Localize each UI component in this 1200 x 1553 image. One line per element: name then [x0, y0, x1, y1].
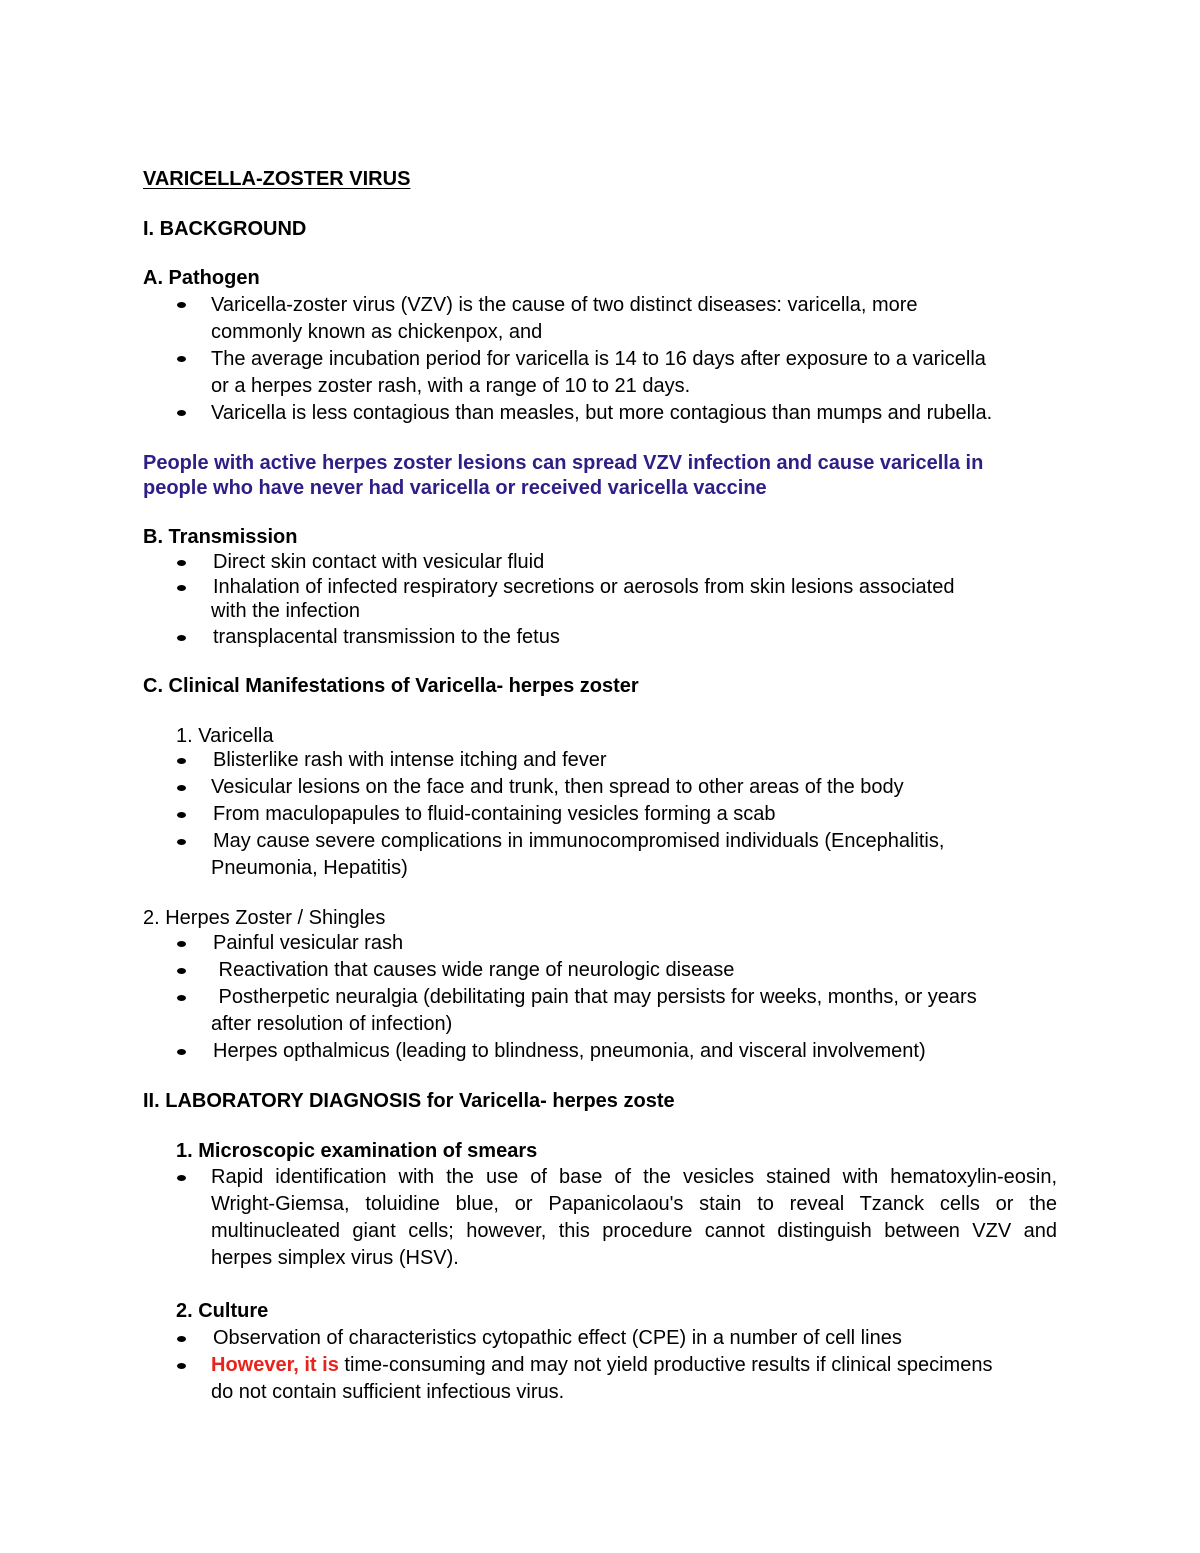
- section-heading-background: I. BACKGROUND: [143, 218, 307, 240]
- varicella-item-3: From maculopapules to fluid-containing vesicles forming a scab: [213, 803, 776, 825]
- microscopy-line-2: Wright-Giemsa, toluidine blue, or Papanicolaou's stain to reveal Tzanck cells or the: [211, 1193, 1057, 1215]
- bullet-icon: [177, 302, 186, 308]
- bullet-icon: [177, 968, 186, 974]
- lab-microscopy-heading: 1. Microscopic examination of smears: [176, 1140, 538, 1162]
- transmission-item-1: Direct skin contact with vesicular fluid: [213, 551, 545, 573]
- bullet-icon: [177, 1336, 186, 1342]
- bullet-icon: [177, 585, 186, 591]
- microscopy-line-1: Rapid identification with the use of base of the vesicles stained with hematoxylin-eosin,: [211, 1166, 1057, 1188]
- varicella-item-2: Vesicular lesions on the face and trunk, then spread to other areas of the body: [211, 776, 904, 798]
- shingles-item-1: Painful vesicular rash: [213, 932, 404, 954]
- bullet-icon: [177, 356, 186, 362]
- shingles-item-2: Reactivation that causes wide range of neurologic disease: [213, 959, 735, 981]
- culture-item-1: Observation of characteristics cytopathic effect (CPE) in a number of cell lines: [213, 1327, 902, 1349]
- bullet-icon: [177, 941, 186, 947]
- shingles-item-3-line-1: Postherpetic neuralgia (debilitating pain that may persists for weeks, months, or years: [213, 986, 977, 1008]
- shingles-item-4: Herpes opthalmicus (leading to blindness, pneumonia, and visceral involvement): [213, 1040, 926, 1062]
- pathogen-item-2-line-1: The average incubation period for varicella is 14 to 16 days after exposure to a varicella: [211, 348, 986, 370]
- pathogen-item-2-line-2: or a herpes zoster rash, with a range of 10 to 21 days.: [211, 375, 691, 397]
- transmission-item-2-line-2: with the infection: [211, 600, 360, 622]
- bullet-icon: [177, 812, 186, 818]
- section-heading-lab-diagnosis: II. LABORATORY DIAGNOSIS for Varicella- herpes zoste: [143, 1090, 675, 1112]
- pathogen-item-1-line-1: Varicella-zoster virus (VZV) is the cause of two distinct diseases: varicella, more: [211, 294, 918, 316]
- pathogen-item-1-line-2: commonly known as chickenpox, and: [211, 321, 543, 343]
- varicella-item-1: Blisterlike rash with intense itching and fever: [213, 749, 607, 771]
- varicella-item-4-line-2: Pneumonia, Hepatitis): [211, 857, 408, 879]
- subsection-heading-transmission: B. Transmission: [143, 526, 298, 548]
- culture-item-2-line-2: do not contain sufficient infectious virus.: [211, 1381, 565, 1403]
- bullet-icon: [177, 785, 186, 791]
- bullet-icon: [177, 995, 186, 1001]
- pathogen-item-3-line-1: Varicella is less contagious than measles, but more contagious than mumps and rubella.: [211, 402, 993, 424]
- transmission-item-3: transplacental transmission to the fetus: [213, 626, 560, 648]
- transmission-item-2-line-1: Inhalation of infected respiratory secretions or aerosols from skin lesions associated: [213, 576, 955, 598]
- culture-item-2-rest: time-consuming and may not yield productive results if clinical specimens: [338, 1354, 993, 1376]
- bullet-icon: [177, 410, 186, 416]
- varicella-subheading: 1. Varicella: [176, 725, 274, 747]
- bullet-icon: [177, 1363, 186, 1369]
- microscopy-line-3: multinucleated giant cells; however, this procedure cannot distinguish between VZV and: [211, 1220, 1057, 1242]
- document-title: VARICELLA-ZOSTER VIRUS: [143, 168, 411, 190]
- bullet-icon: [177, 839, 186, 845]
- bullet-icon: [177, 758, 186, 764]
- culture-item-2-line-1: [211, 1352, 992, 1378]
- culture-emphasis: However, it is: [211, 1354, 339, 1376]
- bullet-icon: [177, 635, 186, 641]
- lab-culture-heading: 2. Culture: [176, 1300, 269, 1322]
- bullet-icon: [177, 560, 186, 566]
- bullet-icon: [177, 1049, 186, 1055]
- subsection-heading-pathogen: A. Pathogen: [143, 267, 260, 289]
- microscopy-line-4: herpes simplex virus (HSV).: [211, 1247, 459, 1269]
- callout-line-2: people who have never had varicella or received varicella vaccine: [143, 477, 767, 499]
- shingles-subheading: 2. Herpes Zoster / Shingles: [143, 907, 386, 929]
- bullet-icon: [177, 1175, 186, 1181]
- subsection-heading-clinical: C. Clinical Manifestations of Varicella- herpes zoster: [143, 675, 639, 697]
- callout-line-1: People with active herpes zoster lesions can spread VZV infection and cause varicella in: [143, 452, 984, 474]
- varicella-item-4-line-1: May cause severe complications in immunocompromised individuals (Encephalitis,: [213, 830, 945, 852]
- shingles-item-3-line-2: after resolution of infection): [211, 1013, 453, 1035]
